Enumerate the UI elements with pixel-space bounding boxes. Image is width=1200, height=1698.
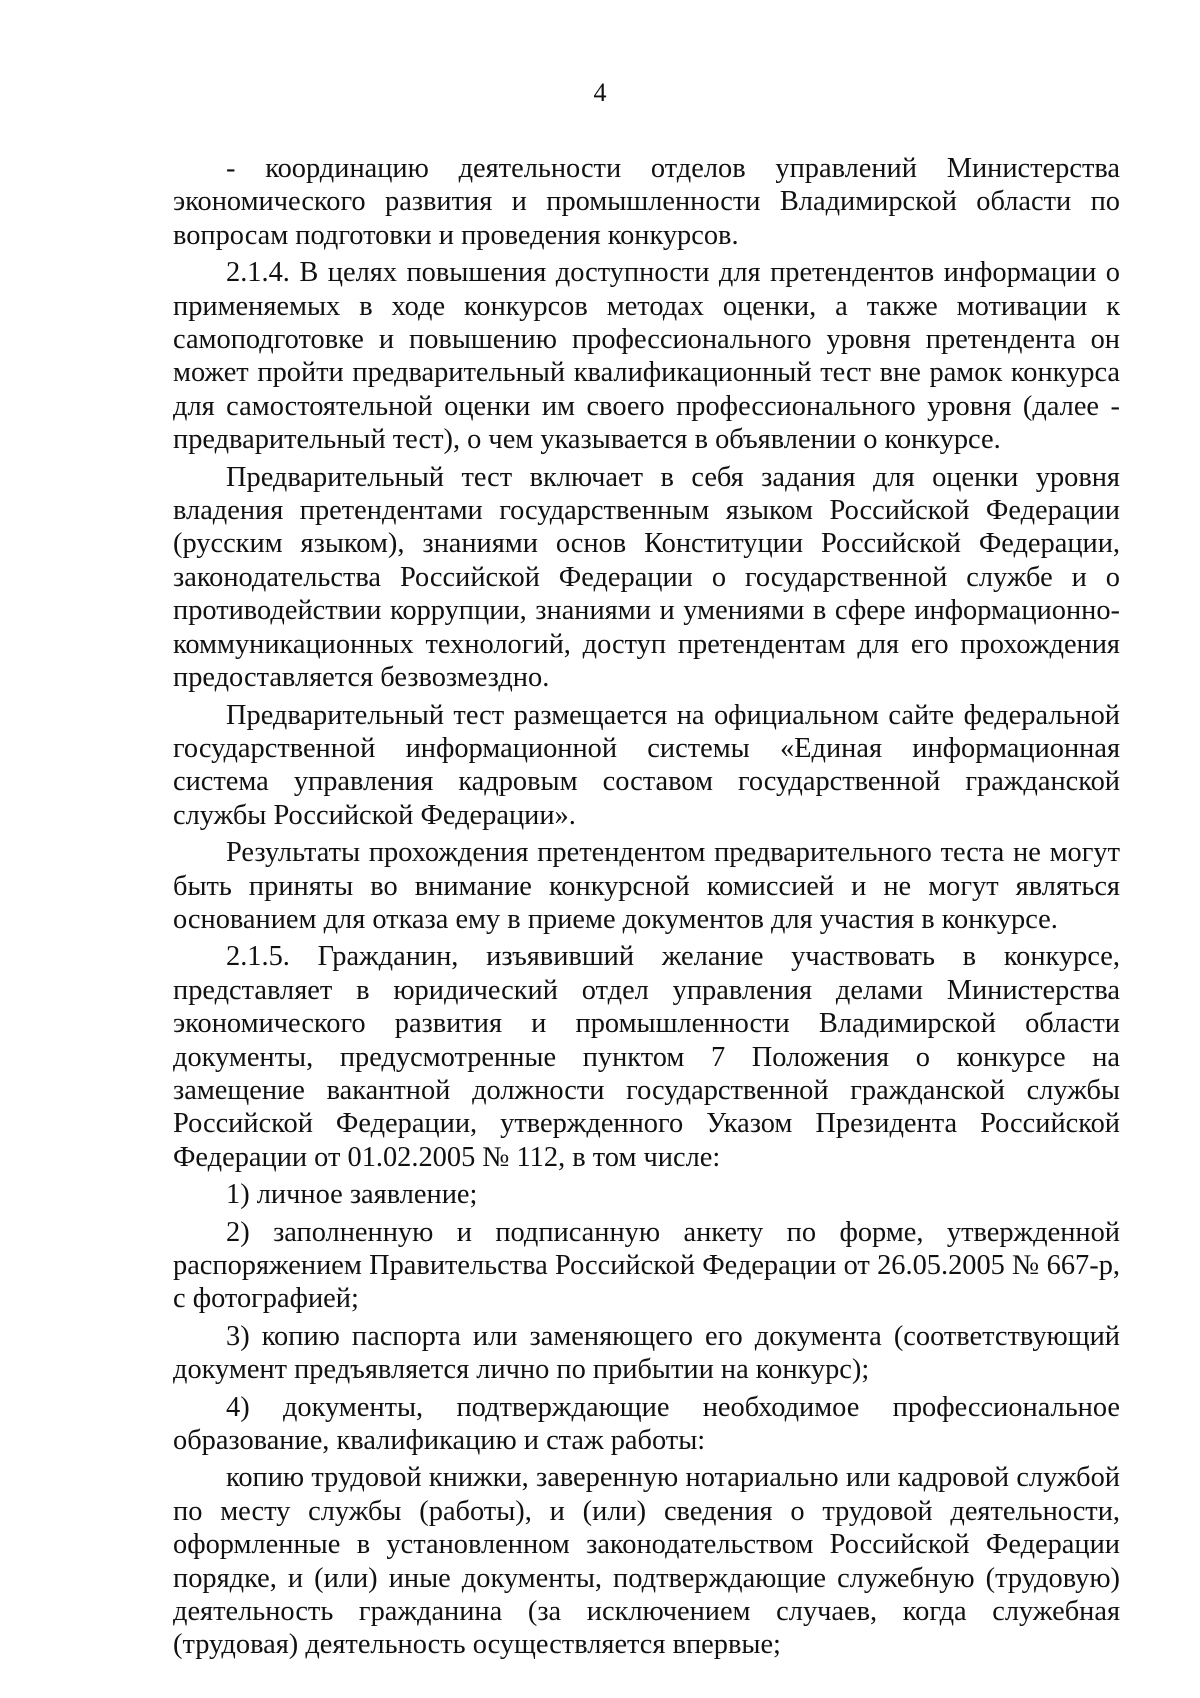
list-item-3: 3) копию паспорта или заменяющего его документа (соответствующий документ предъявляется лично по прибытии на конкурс);	[173, 1320, 1120, 1386]
paragraph-coordination: - координацию деятельности отделов управлений Министерства экономического развития и промышленности Владимирской области по вопросам подготовки и проведения конкурсов.	[173, 153, 1120, 251]
paragraph-2-1-4: 2.1.4. В целях повышения доступности для претендентов информации о применяемых в ходе конкурсов методах оценки, а также мотивации к самоподготовке и повышению профессионального уровня претендента он может пройти предварительный квалификационный тест вне рамок конкурса для самостоятельной оценки им своего профессионального уровня (далее - предварительный тест), о чем указывается в объявлении о конкурсе.	[173, 257, 1120, 456]
document-body	[173, 152, 1120, 1662]
list-item-2: 2) заполненную и подписанную анкету по форме, утвержденной распоряжением Правительства Российской Федерации от 26.05.2005 № 667-р, с фотографией;	[173, 1216, 1120, 1315]
list-item-1: 1) личное заявление;	[226, 1179, 478, 1211]
list-item-4: 4) документы, подтверждающие необходимое профессиональное образование, квалификацию и стаж работы:	[173, 1391, 1120, 1457]
page-number: 4	[593, 78, 607, 107]
paragraph-2-1-5: 2.1.5. Гражданин, изъявивший желание участвовать в конкурсе, представляет в юридический отдел управления делами Министерства экономического развития и промышленности Владимирской области документы, предусмотренные пунктом 7 Положения о конкурсе на замещение вакантной должности государственной гражданской службы Российской Федерации, утвержденного Указом Президента Российской Федерации от 01.02.2005 № 112, в том числе:	[173, 941, 1120, 1173]
paragraph-work-record: копию трудовой книжки, заверенную нотариально или кадровой службой по месту службы (работы), и (или) сведения о трудовой деятельности, оформленные в установленном законодательством Российской Федерации порядке, и (или) иные документы, подтверждающие служебную (трудовую) деятельность гражданина (за исключением случаев, когда служебная (трудовая) деятельность осуществляется впервые;	[173, 1462, 1120, 1661]
paragraph-preliminary-test-results: Результаты прохождения претендентом предварительного теста не могут быть приняты во внимание конкурсной комиссией и не могут являться основанием для отказа ему в приеме документов для участия в конкурсе.	[173, 837, 1120, 935]
paragraph-preliminary-test-placement: Предварительный тест размещается на официальном сайте федеральной государственной информационной системы «Единая информационная система управления кадровым составом государственной гражданской службы Российской Федерации».	[173, 699, 1120, 831]
paragraph-preliminary-test-content: Предварительный тест включает в себя задания для оценки уровня владения претендентами государственным языком Российской Федерации (русским языком), знаниями основ Конституции Российской Федерации, законодательства Российской Федерации о государственной службе и о противодействии коррупции, знаниями и умениями в сфере информационно-коммуникационных технологий, доступ претендентам для его прохождения предоставляется безвозмездно.	[173, 461, 1120, 694]
